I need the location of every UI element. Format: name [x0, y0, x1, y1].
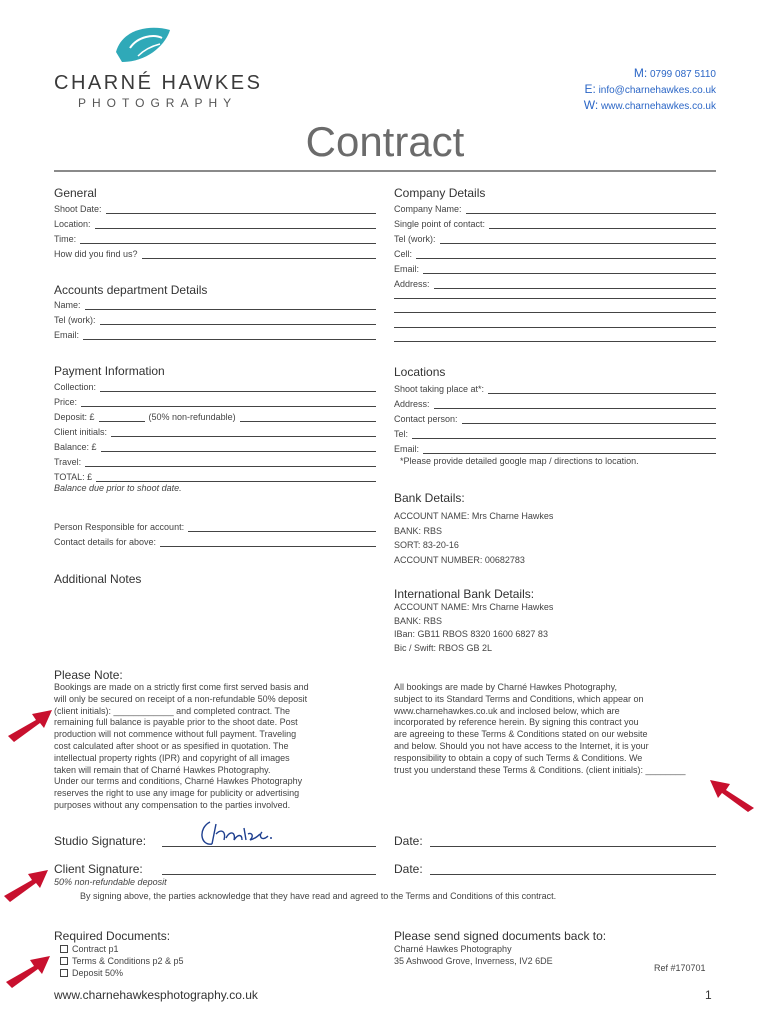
shoot-place-field[interactable] — [394, 382, 716, 394]
field-label: Single point of contact: — [394, 219, 486, 229]
field-label: Address: — [394, 399, 430, 409]
field-label: Client initials: — [54, 427, 108, 437]
company-email-field[interactable] — [394, 262, 716, 274]
required-doc-item[interactable] — [60, 955, 184, 967]
intl-bic: Bic / Swift: RBOS GB 2L — [394, 642, 493, 653]
location-tel-field[interactable] — [394, 427, 716, 439]
footer-url: www.charnehawkesphotography.co.uk — [54, 988, 258, 1002]
field-label: Shoot Date: — [54, 204, 102, 214]
additional-notes-heading: Additional Notes — [54, 572, 142, 586]
field-label: Person Responsible for account: — [54, 522, 185, 532]
accounts-email-field[interactable] — [54, 328, 376, 340]
field-label: Cell: — [394, 249, 413, 259]
date-label: Date: — [394, 834, 423, 848]
web-key: W: — [583, 98, 599, 112]
arrow-icon — [6, 706, 54, 742]
website: www.charnehawkes.co.uk — [600, 101, 716, 112]
para-line: and below. Should you not have access to the Internet, it is your — [394, 740, 649, 751]
brand-logo-icon — [108, 22, 178, 67]
checkbox[interactable] — [60, 945, 68, 953]
field-label: How did you find us? — [54, 249, 138, 259]
arrow-icon — [4, 952, 52, 988]
bank-name: BANK: RBS — [394, 525, 443, 536]
required-doc-item[interactable] — [60, 967, 184, 979]
bank-heading: Bank Details: — [394, 491, 465, 505]
company-cell-field[interactable] — [394, 247, 716, 259]
contact-details-field[interactable] — [54, 535, 376, 547]
item-label: Terms & Conditions p2 & p5 — [72, 956, 184, 966]
address-line[interactable] — [394, 312, 716, 313]
terms-text — [394, 682, 734, 776]
date-label: Date: — [394, 862, 423, 876]
para-line: are agreeing to these Terms & Conditions stated on our website — [394, 729, 648, 740]
field-label: Deposit: £ — [54, 412, 95, 422]
total-field[interactable] — [54, 470, 376, 482]
para-line: intellectual property rights (IPR) and copyright of all images — [54, 752, 290, 763]
page-number: 1 — [705, 988, 712, 1002]
para-line: remaining full balance is payable prior to the shoot date. Post — [54, 717, 298, 728]
bank-account-name: ACCOUNT NAME: Mrs Charne Hawkes — [394, 511, 554, 521]
field-label: Tel: — [394, 429, 409, 439]
time-field[interactable] — [54, 232, 376, 244]
intl-bank-name: BANK: RBS — [394, 615, 443, 626]
field-label: Address: — [394, 279, 430, 289]
para-line: purposes without any compensation to the parties involved. — [54, 799, 291, 810]
please-note-heading: Please Note: — [54, 668, 123, 682]
bank-account-number: ACCOUNT NUMBER: 00682783 — [394, 554, 525, 565]
brand-name: CHARNÉ HAWKES — [54, 72, 263, 94]
field-label: Tel (work): — [394, 234, 436, 244]
item-label: Contract p1 — [72, 944, 119, 954]
field-label: Price: — [54, 397, 78, 407]
para-line: subject to its Standard Terms and Conditions, which appear on — [394, 693, 644, 704]
accounts-heading: Accounts department Details — [54, 283, 208, 297]
bank-sort-code: SORT: 83-20-16 — [394, 540, 459, 550]
location-field[interactable] — [54, 217, 376, 229]
company-fields — [394, 202, 716, 289]
studio-signature-label: Studio Signature: — [54, 834, 147, 848]
field-label: Name: — [54, 300, 81, 310]
responsible-fields — [54, 520, 376, 547]
ref-number: Ref #170701 — [654, 963, 706, 973]
arrow-icon — [708, 776, 756, 812]
payment-heading: Payment Information — [54, 364, 165, 378]
field-label: Location: — [54, 219, 91, 229]
mobile-number: 0799 087 5110 — [650, 69, 716, 80]
para-line: www.charnehawkes.co.uk and inclosed below, which are — [394, 705, 620, 716]
bank-lines — [394, 509, 553, 567]
email-address: info@charnehawkes.co.uk — [598, 85, 716, 96]
accounts-name-field[interactable] — [54, 298, 376, 310]
para-line: cost calculated after shoot or as spesified in quotation. The — [54, 740, 289, 751]
field-label: Shoot taking place at*: — [394, 384, 485, 394]
required-docs-heading: Required Documents: — [54, 929, 171, 943]
please-note-text — [54, 682, 384, 812]
para-line: incorporated by reference herein. By signing this contract you — [394, 717, 639, 728]
studio-signature-icon — [196, 818, 292, 848]
date-line[interactable] — [430, 874, 716, 875]
date-line[interactable] — [430, 846, 716, 847]
field-label: Contact person: — [394, 414, 458, 424]
shoot-date-field[interactable] — [54, 202, 376, 214]
address-line: Charné Hawkes Photography — [394, 944, 512, 954]
field-label: Email: — [54, 330, 80, 340]
field-label: TOTAL: £ — [54, 472, 93, 482]
item-label: Deposit 50% — [72, 968, 124, 978]
checkbox[interactable] — [60, 957, 68, 965]
required-docs-list — [60, 943, 184, 979]
locations-heading: Locations — [394, 365, 446, 379]
para-line: (client initials): ____________ and completed contract. The — [54, 705, 290, 716]
intl-bank-lines — [394, 601, 553, 655]
general-fields — [54, 202, 376, 259]
address-line[interactable] — [394, 298, 716, 299]
field-label: Email: — [394, 444, 420, 454]
address-line[interactable] — [394, 327, 716, 328]
arrow-icon — [2, 866, 50, 902]
payment-fields — [54, 380, 376, 482]
para-line: Bookings are made on a strictly first come first served basis and — [54, 682, 309, 692]
intl-iban: IBan: GB11 RBOS 8320 1600 6827 83 — [394, 629, 548, 639]
accounts-fields — [54, 298, 376, 340]
contact-person-field[interactable] — [394, 412, 716, 424]
required-doc-item[interactable] — [60, 943, 184, 955]
para-line: Under our terms and conditions, Charné Hawkes Photography — [54, 776, 303, 787]
locations-note: *Please provide detailed google map / directions to location. — [400, 456, 639, 466]
para-line: taken will remain that of Charné Hawkes Photography. — [54, 764, 271, 775]
field-label: Time: — [54, 234, 77, 244]
company-address-field[interactable] — [394, 277, 716, 289]
deposit-field[interactable] — [54, 410, 376, 422]
location-address-field[interactable] — [394, 397, 716, 409]
brand-subtitle: PHOTOGRAPHY — [78, 96, 238, 110]
contact-block — [584, 66, 716, 114]
client-initials-field[interactable] — [54, 425, 376, 437]
send-back-address — [394, 943, 553, 967]
single-contact-field[interactable] — [394, 217, 716, 229]
address-line[interactable] — [394, 341, 716, 342]
general-heading: General — [54, 186, 97, 200]
field-label: Contact details for above: — [54, 537, 157, 547]
para-line: reserves the right to use any image for publicity or advertising — [54, 788, 300, 799]
company-heading: Company Details — [394, 186, 486, 200]
field-label: Company Name: — [394, 204, 462, 214]
locations-fields — [394, 382, 716, 454]
deposit-note: 50% non-refundable deposit — [54, 877, 167, 887]
person-responsible-field[interactable] — [54, 520, 376, 532]
deposit-note: (50% non-refundable) — [148, 412, 236, 422]
para-line: will only be secured on receipt of a non-refundable 50% deposit — [54, 693, 308, 704]
company-name-field[interactable] — [394, 202, 716, 214]
field-label: Collection: — [54, 382, 97, 392]
mobile-key: M: — [633, 66, 648, 80]
travel-field[interactable] — [54, 455, 376, 467]
field-label: Tel (work): — [54, 315, 96, 325]
para-line: production will not commence without full payment. Traveling — [54, 729, 297, 740]
price-field[interactable] — [54, 395, 376, 407]
client-signature-line[interactable] — [162, 874, 376, 875]
para-line: All bookings are made by Charné Hawkes Photography, — [394, 682, 617, 692]
balance-due-note: Balance due prior to shoot date. — [54, 483, 182, 493]
para-line: responsibility to obtain a copy of such Terms & Conditions. We — [394, 752, 643, 763]
accounts-tel-field[interactable] — [54, 313, 376, 325]
intl-bank-heading: International Bank Details: — [394, 587, 535, 601]
field-label: Travel: — [54, 457, 82, 467]
how-found-field[interactable] — [54, 247, 376, 259]
agreement-text: By signing above, the parties acknowledge that they have read and agreed to the Terms and Conditions of this contract. — [80, 891, 557, 901]
intl-account-name: ACCOUNT NAME: Mrs Charne Hawkes — [394, 602, 554, 612]
para-line: trust you understand these Terms & Conditions. (client initials): ________ — [394, 764, 686, 775]
field-label: Balance: £ — [54, 442, 97, 452]
address-line: 35 Ashwood Grove, Inverness, IV2 6DE — [394, 956, 553, 966]
location-email-field[interactable] — [394, 442, 716, 454]
collection-field[interactable] — [54, 380, 376, 392]
send-back-heading: Please send signed documents back to: — [394, 929, 607, 943]
balance-field[interactable] — [54, 440, 376, 452]
company-tel-field[interactable] — [394, 232, 716, 244]
page-title: Contract — [305, 118, 465, 165]
title-divider — [54, 170, 716, 172]
checkbox[interactable] — [60, 969, 68, 977]
email-key: E: — [584, 82, 596, 96]
field-label: Email: — [394, 264, 420, 274]
client-signature-label: Client Signature: — [54, 862, 143, 876]
